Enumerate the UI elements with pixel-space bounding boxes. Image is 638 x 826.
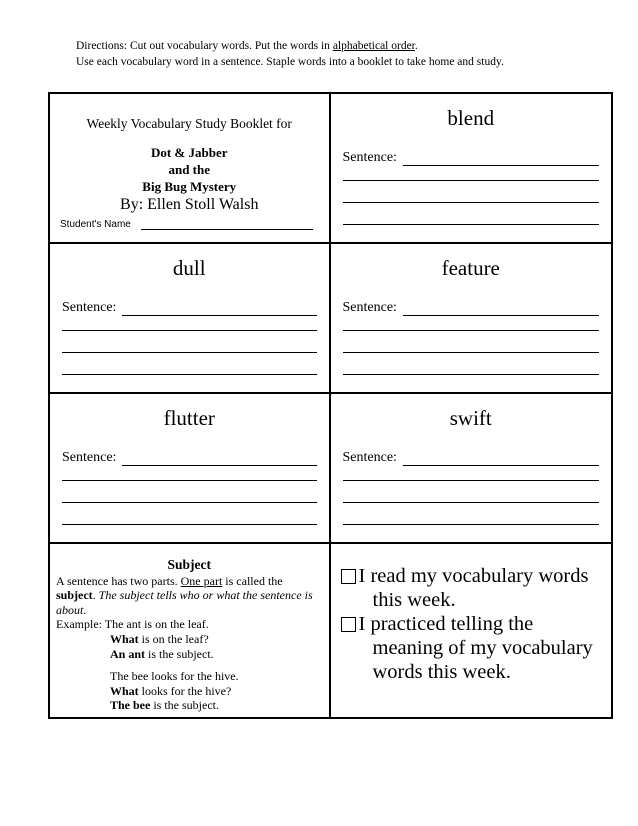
sentence-row	[343, 150, 600, 166]
sentence-label: Sentence:	[62, 450, 117, 465]
example-2-answer: The bee is the subject.	[110, 698, 219, 713]
writing-line[interactable]	[62, 524, 317, 525]
vocabulary-word: dull	[172, 256, 206, 280]
one-part-underline: One part	[180, 573, 223, 588]
book-title-line-3: Big Bug Mystery	[142, 179, 237, 194]
booklet-heading: Weekly Vocabulary Study Booklet for	[86, 116, 292, 131]
subject-heading: Subject	[167, 557, 211, 572]
sentence-row	[62, 300, 317, 316]
word-card-flutter	[50, 394, 331, 544]
writing-line[interactable]	[343, 330, 600, 331]
sentence-label: Sentence:	[342, 300, 397, 315]
example-1-question: What is on the leaf?	[110, 631, 209, 646]
sentence-label: Sentence:	[342, 450, 397, 465]
checklist-item-read: I read my vocabulary words this week.	[341, 564, 602, 612]
sentence-row	[343, 300, 600, 316]
writing-line[interactable]	[343, 224, 600, 225]
directions	[76, 38, 504, 70]
student-name-line[interactable]	[141, 219, 313, 230]
writing-line[interactable]	[62, 480, 317, 481]
checklist-item-practiced: I practiced telling the meaning of my vocabulary words this week.	[341, 612, 602, 684]
word-card-feature	[331, 244, 612, 394]
vocabulary-word: blend	[447, 106, 495, 130]
sentence-line[interactable]	[403, 301, 599, 316]
sentence-line[interactable]	[122, 301, 316, 316]
sentence-row	[343, 450, 600, 466]
writing-line[interactable]	[343, 202, 600, 203]
title-card	[50, 94, 331, 244]
subject-intro: A sentence has two parts. One part is called the subject. The subject tells who or what the sentence is about.	[56, 573, 313, 617]
example-2-sentence: The bee looks for the hive.	[110, 669, 239, 684]
sentence-line[interactable]	[403, 151, 599, 166]
sentence-label: Sentence:	[342, 150, 397, 165]
student-name-label: Student's Name	[60, 219, 131, 230]
vocabulary-word: feature	[441, 256, 500, 280]
example-label: Example: The ant is on the leaf.	[56, 617, 209, 632]
word-card-dull	[50, 244, 331, 394]
book-title-line-1: Dot & Jabber	[150, 145, 228, 160]
writing-line[interactable]	[343, 524, 600, 525]
vocabulary-card-grid	[48, 92, 613, 719]
sentence-line[interactable]	[403, 451, 599, 466]
checklist-card	[331, 544, 612, 717]
sentence-label: Sentence:	[62, 300, 117, 315]
writing-line[interactable]	[343, 352, 600, 353]
example-1-answer: An ant is the subject.	[110, 646, 214, 661]
writing-line[interactable]	[343, 180, 600, 181]
vocabulary-word: flutter	[163, 406, 215, 430]
book-author: By: Ellen Stoll Walsh	[120, 196, 259, 213]
word-card-blend	[331, 94, 612, 244]
book-title-line-2: and the	[168, 162, 211, 177]
writing-line[interactable]	[62, 330, 317, 331]
sentence-row	[62, 450, 317, 466]
writing-line[interactable]	[62, 502, 317, 503]
writing-line[interactable]	[62, 352, 317, 353]
checkbox-read[interactable]	[341, 569, 356, 584]
subject-card	[50, 544, 331, 717]
writing-line[interactable]	[343, 374, 600, 375]
student-name-row	[60, 219, 313, 230]
writing-line[interactable]	[62, 374, 317, 375]
directions-line-1: Directions: Cut out vocabulary words. Put the words in alphabetical order.	[76, 40, 418, 52]
checkbox-practiced[interactable]	[341, 617, 356, 632]
word-card-swift	[331, 394, 612, 544]
sentence-line[interactable]	[122, 451, 316, 466]
example-2-question: What looks for the hive?	[110, 683, 232, 698]
writing-line[interactable]	[343, 480, 600, 481]
writing-line[interactable]	[343, 502, 600, 503]
directions-line-2: Use each vocabulary word in a sentence. Staple words into a booklet to take home and study.	[76, 56, 504, 68]
vocabulary-word: swift	[449, 406, 492, 430]
alphabetical-order-underline: alphabetical order	[332, 40, 415, 52]
